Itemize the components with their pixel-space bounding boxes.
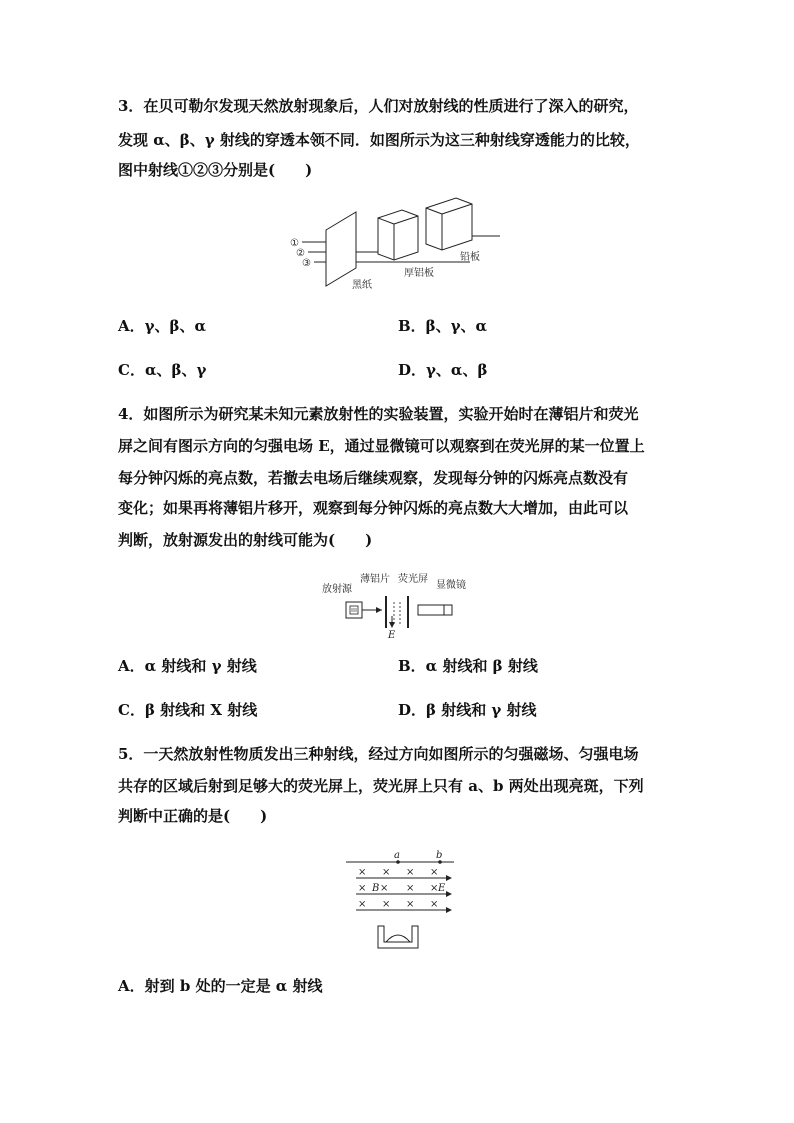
q3-option-b[interactable]: B．β、γ、α <box>398 317 488 335</box>
al-foil-label: 薄铝片 <box>360 574 390 585</box>
svg-text:×: × <box>430 883 439 894</box>
svg-text:×: × <box>382 867 391 878</box>
black-paper-label: 黑纸 <box>352 280 372 291</box>
svg-text:×: × <box>380 883 389 894</box>
q5-option-a[interactable]: A．射到 b 处的一定是 α 射线 <box>118 977 323 995</box>
svg-text:×: × <box>358 883 367 894</box>
svg-text:×: × <box>358 899 367 910</box>
svg-text:×: × <box>406 883 415 894</box>
q4-option-c[interactable]: C．β 射线和 X 射线 <box>118 701 258 719</box>
ray-2-label: ② <box>296 248 305 259</box>
q3-line-1: 3．在贝可勒尔发现天然放射现象后，人们对放射线的性质进行了深入的研究， <box>118 97 639 115</box>
q4-line-5: 判断，放射源发出的射线可能为( ) <box>118 531 373 549</box>
source-label: 放射源 <box>322 584 352 595</box>
q5-line-1: 5．一天然放射性物质发出三种射线，经过方向如图所示的匀强磁场、匀强电场 <box>118 745 639 763</box>
q4-line-3: 每分钟闪烁的亮点数，若撤去电场后继续观察，发现每分钟的闪烁亮点数没有 <box>118 469 629 487</box>
svg-text:×: × <box>406 867 415 878</box>
q3-option-c[interactable]: C．α、β、γ <box>118 361 207 379</box>
thick-aluminium-label: 厚铝板 <box>404 268 434 279</box>
ray-1-label: ① <box>290 238 299 249</box>
q4-option-a[interactable]: A．α 射线和 γ 射线 <box>118 657 257 675</box>
q3-line-3: 图中射线①②③分别是( ) <box>118 161 313 179</box>
point-a-label: a <box>394 850 400 861</box>
q4-option-b[interactable]: B．α 射线和 β 射线 <box>398 657 538 675</box>
q3-option-d[interactable]: D．γ、α、β <box>398 361 488 379</box>
q5-line-2: 共存的区域后射到足够大的荧光屏上，荧光屏上只有 a、b 两处出现亮斑，下列 <box>118 777 644 795</box>
lead-plate-label: 铅板 <box>460 252 480 263</box>
svg-text:×: × <box>406 899 415 910</box>
cross-mark: × <box>358 867 367 878</box>
radioactive-source-shape <box>386 935 410 942</box>
q4-line-1: 4．如图所示为研究某未知元素放射性的实验装置，实验开始时在薄铝片和荧光 <box>118 405 639 423</box>
svg-text:×: × <box>430 899 439 910</box>
svg-text:×: × <box>382 899 391 910</box>
screen-label: 荧光屏 <box>398 574 428 585</box>
b-field-label: B <box>372 883 380 894</box>
q5-line-3: 判断中正确的是( ) <box>118 807 268 825</box>
point-b-label: b <box>436 850 443 861</box>
microscope-label: 显微镜 <box>436 580 466 591</box>
field-e-label: E <box>388 630 396 641</box>
svg-text:×: × <box>430 867 439 878</box>
q3-line-2: 发现 α、β、γ 射线的穿透本领不同．如图所示为这三种射线穿透能力的比较， <box>118 131 640 149</box>
e-field-label: E <box>438 883 446 894</box>
q4-line-4: 变化；如果再将薄铝片移开，观察到每分钟闪烁的亮点数大大增加，由此可以 <box>118 499 629 517</box>
q4-line-2: 屏之间有图示方向的匀强电场 E，通过显微镜可以观察到在荧光屏的某一位置上 <box>118 437 645 455</box>
q4-option-d[interactable]: D．β 射线和 γ 射线 <box>398 701 537 719</box>
ray-3-label: ③ <box>302 258 311 269</box>
q3-option-a[interactable]: A．γ、β、α <box>118 317 207 335</box>
